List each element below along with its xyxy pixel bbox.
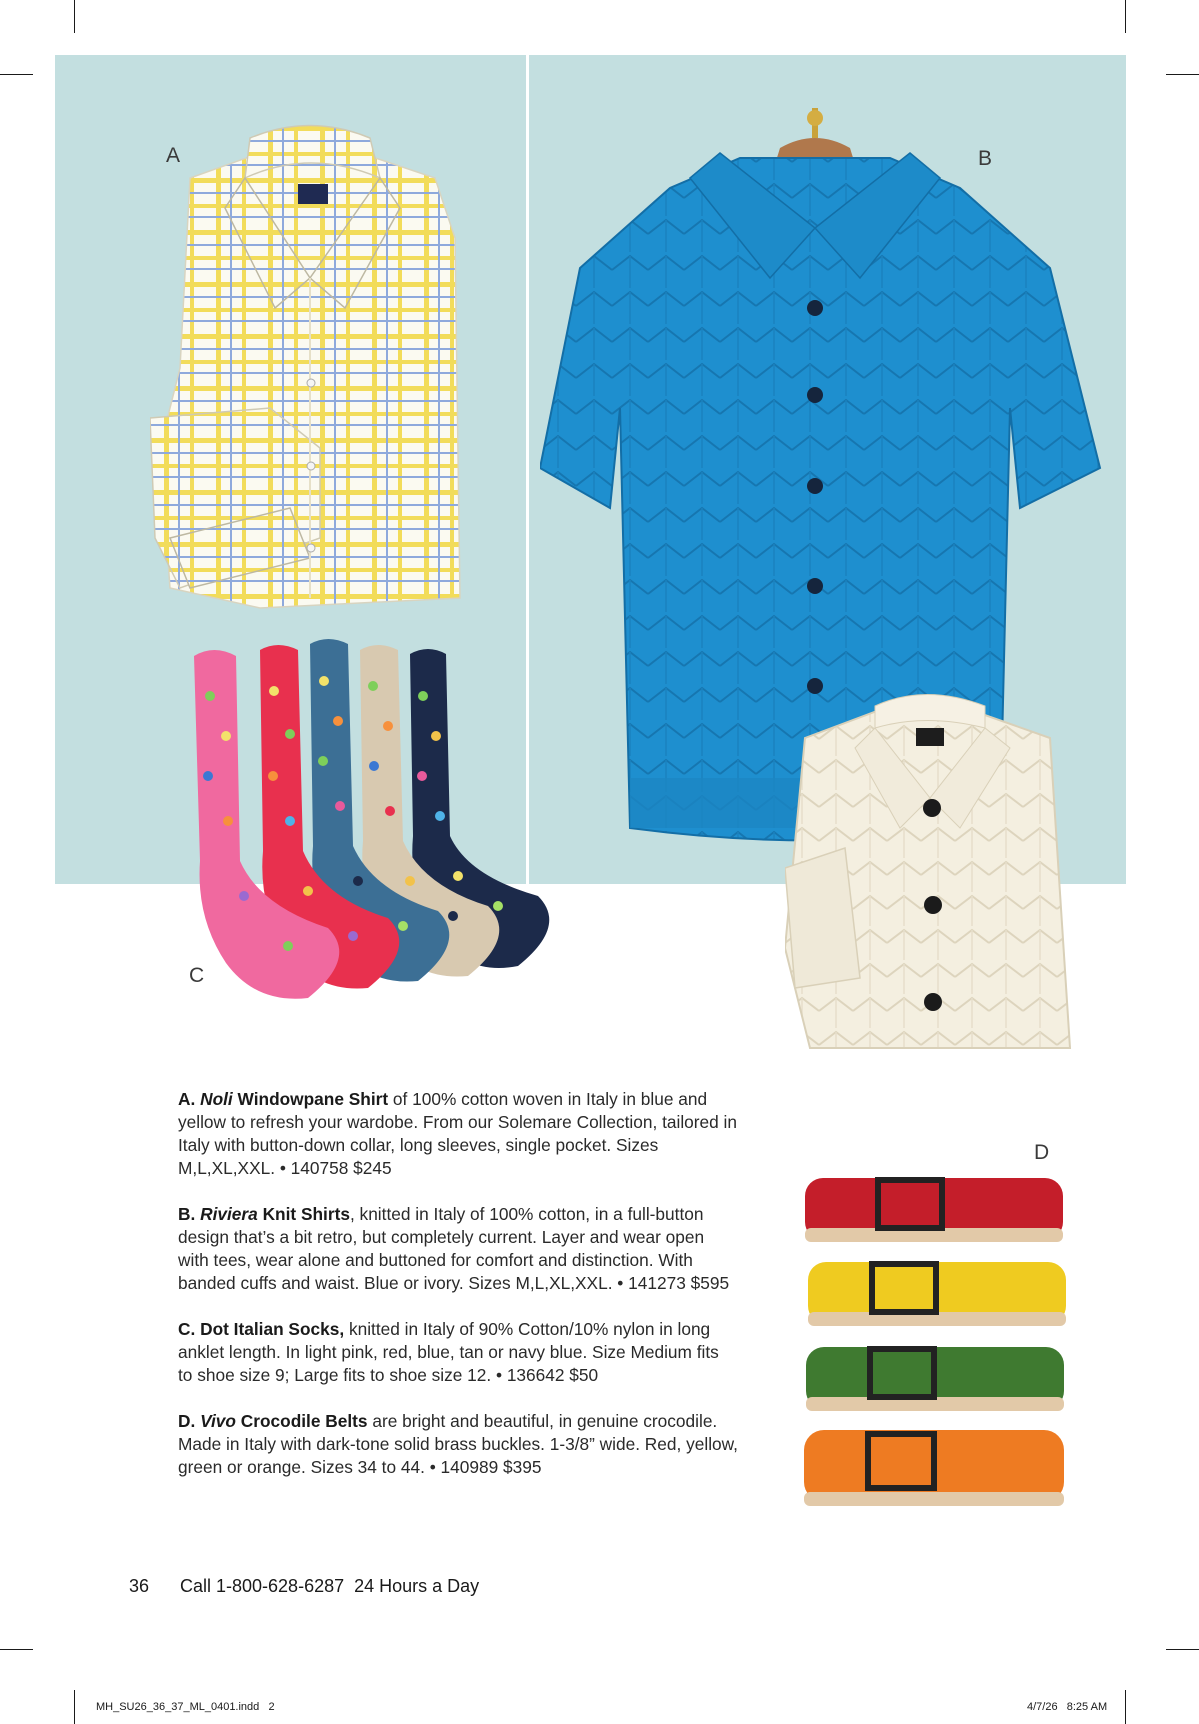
- product-text: knitted in Italy of 100% cotton, in a full-button design that’s a bit retro, but completely current. Layer and wear open with tees, wear alone and buttoned for comfort and distinction. With banded cuffs and waist. Blue or ivory. Sizes M,L,XL,XXL. • 141273 $595: [178, 1204, 730, 1293]
- crop-mark-bottom-right-v: [1125, 1690, 1126, 1724]
- product-description-c: [178, 1318, 738, 1387]
- product-text: knitted in Italy of 90% Cotton/10% nylon in long anklet length. In light pink, red, blue, tan or navy blue. Size Medium fits to shoe size 9; Large fits to shoe size 12. • 136642 $50: [178, 1319, 719, 1385]
- item-letter-b: B: [978, 147, 993, 170]
- crop-mark-bottom-left-h: [0, 1649, 33, 1650]
- product-description-b: [178, 1203, 738, 1295]
- product-letter: D.: [178, 1411, 196, 1431]
- item-letter-c: C: [189, 964, 205, 987]
- call-line: Call 1-800-628-6287 24 Hours a Day: [180, 1576, 480, 1596]
- page-number: 36: [129, 1576, 150, 1596]
- product-name: Dot Italian Socks,: [200, 1319, 345, 1339]
- product-brand: Noli: [200, 1089, 233, 1109]
- item-letter-d: D: [1034, 1141, 1050, 1164]
- product-name: Crocodile Belts: [240, 1411, 368, 1431]
- socks-photo: [178, 636, 578, 1056]
- product-descriptions: [178, 1088, 738, 1502]
- product-letter: A.: [178, 1089, 196, 1109]
- crop-mark-bottom-right-h: [1166, 1649, 1199, 1650]
- crop-mark-top-right-h: [1166, 74, 1199, 75]
- ivory-knit-shirt-photo: [785, 688, 1075, 1058]
- slug-file: MH_SU26_36_37_ML_0401.indd 2: [96, 1701, 275, 1713]
- item-letter-a: A: [166, 144, 181, 167]
- product-name: Windowpane Shirt: [237, 1089, 389, 1109]
- product-name: Knit Shirts: [262, 1204, 350, 1224]
- crop-mark-top-left-h: [0, 74, 33, 75]
- crop-mark-top-left-v: [74, 0, 75, 33]
- belts-photo: [800, 1172, 1070, 1522]
- product-name-separator: ,: [349, 1204, 355, 1224]
- slug-date: 4/7/26 8:25 AM: [1027, 1701, 1108, 1713]
- product-text: are bright and beautiful, in genuine crocodile. Made in Italy with dark-tone solid brass buckles. 1-3/8” wide. Red, yellow, green or orange. Sizes 34 to 44. • 140989 $395: [178, 1411, 738, 1477]
- product-text: of 100% cotton woven in Italy in blue and yellow to refresh your wardobe. From our Solemare Collection, tailored in Italy with button-down collar, long sleeves, single pocket. Sizes M,L,XL,XXL. • 140758 $245: [178, 1089, 738, 1178]
- crop-mark-top-right-v: [1125, 0, 1126, 33]
- product-letter: B.: [178, 1204, 196, 1224]
- product-letter: C.: [178, 1319, 196, 1339]
- product-brand: Riviera: [200, 1204, 258, 1224]
- crop-mark-bottom-left-v: [74, 1690, 75, 1724]
- product-description-a: [178, 1088, 738, 1180]
- product-brand: Vivo: [200, 1411, 236, 1431]
- product-description-d: [178, 1410, 738, 1479]
- shirt-photo: [150, 118, 470, 628]
